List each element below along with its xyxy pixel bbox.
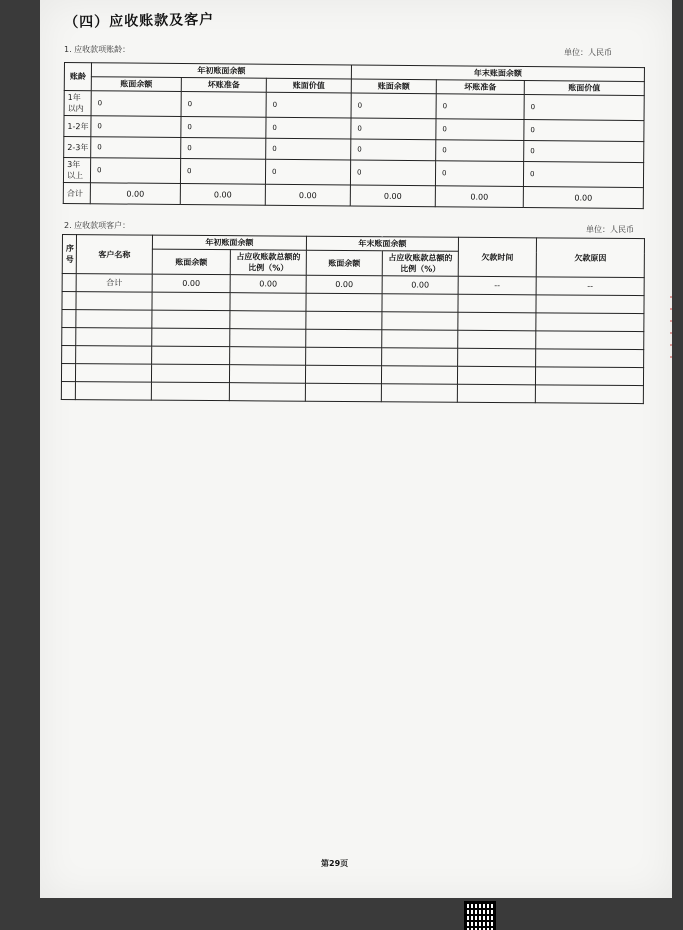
cell — [76, 346, 152, 365]
cell — [61, 364, 75, 382]
cell: 0 — [181, 138, 266, 160]
cell — [62, 310, 76, 328]
cell — [62, 274, 76, 292]
cell: 0 — [351, 139, 436, 161]
cell: 0 — [350, 160, 435, 186]
cell — [535, 385, 643, 404]
cell — [305, 383, 381, 402]
cell: 0 — [266, 138, 351, 160]
qr-code-icon — [465, 902, 495, 930]
cell: 0 — [351, 118, 436, 140]
cell — [535, 367, 643, 386]
cell — [536, 295, 644, 314]
cell — [152, 310, 230, 329]
cell — [382, 348, 458, 367]
total-label: 合计 — [76, 274, 152, 293]
cell — [230, 311, 306, 330]
cell — [152, 346, 230, 365]
total-row — [63, 182, 643, 208]
cell: 0.00 — [523, 187, 643, 209]
cell: 0.00 — [152, 274, 230, 293]
page-number: 第29页 — [321, 859, 349, 868]
cell: 0.00 — [382, 276, 458, 295]
header-bad-debt: 坏账准备 — [436, 80, 524, 95]
cell — [306, 311, 382, 330]
header-seq: 序号 — [62, 235, 76, 274]
header-end-group: 年末账面余额 — [351, 65, 644, 82]
cell — [536, 331, 644, 350]
header-begin-group: 年初账面余额 — [91, 63, 351, 79]
edge-marks — [670, 296, 672, 366]
cell: 0 — [524, 141, 644, 163]
cell — [152, 328, 230, 347]
cell — [62, 292, 76, 310]
cell — [230, 347, 306, 366]
aging-unit: 单位：人民币 — [564, 48, 612, 57]
header-overdue-reason: 欠款原因 — [536, 238, 644, 278]
cell — [152, 292, 230, 311]
header-book-balance: 账面余额 — [91, 77, 181, 92]
cell — [62, 346, 76, 364]
cell: 0 — [351, 93, 436, 119]
cell: 0.00 — [350, 185, 435, 207]
aging-caption: 1. 应收款项账龄： — [64, 45, 131, 54]
cell: 0 — [181, 92, 266, 118]
cell — [151, 364, 229, 383]
cell: 0 — [266, 117, 351, 139]
cell: 0 — [91, 116, 181, 138]
cell — [62, 328, 76, 346]
cell — [382, 312, 458, 331]
cell — [76, 292, 152, 311]
header-book-balance: 账面余额 — [152, 249, 230, 275]
cell — [381, 366, 457, 385]
table-row — [61, 381, 643, 403]
cell: 0.00 — [306, 275, 382, 294]
header-begin-group: 年初账面余额 — [152, 235, 306, 250]
cell — [306, 293, 382, 312]
header-overdue-time: 欠款时间 — [458, 237, 536, 277]
cell — [382, 294, 458, 313]
customers-caption: 2. 应收款项客户： — [64, 221, 131, 230]
cell — [76, 328, 152, 347]
cell — [75, 364, 151, 383]
cell — [61, 381, 75, 399]
row-label: 1年以内 — [64, 91, 91, 116]
cell: 0 — [436, 140, 524, 162]
cell: 0.00 — [435, 186, 523, 208]
row-label: 2-3年 — [64, 137, 91, 158]
cell — [305, 365, 381, 384]
cell: 0.00 — [230, 275, 306, 294]
cell — [229, 383, 305, 402]
aging-table — [63, 62, 645, 209]
header-book-value: 账面价值 — [266, 78, 351, 93]
header-age: 账龄 — [64, 63, 91, 91]
cell — [536, 313, 644, 332]
cell — [230, 293, 306, 312]
row-label: 3年以上 — [63, 158, 90, 183]
header-bad-debt: 坏账准备 — [181, 78, 266, 93]
cell: 0 — [436, 94, 524, 120]
header-book-balance: 账面余额 — [351, 79, 436, 94]
cell: 0 — [436, 119, 524, 141]
cell: 0.00 — [90, 183, 180, 205]
cell: 0.00 — [265, 184, 350, 206]
cell: 0 — [91, 137, 181, 159]
cell: 0.00 — [180, 184, 265, 206]
header-book-value: 账面价值 — [524, 81, 644, 96]
cell: 0 — [435, 161, 523, 187]
cell: 0 — [181, 117, 266, 139]
cell — [457, 366, 535, 385]
total-label: 合计 — [63, 182, 90, 203]
customers-unit: 单位：人民币 — [586, 225, 634, 234]
cell: 0 — [524, 95, 644, 121]
cell: 0 — [266, 92, 351, 118]
cell — [458, 312, 536, 331]
cell — [382, 330, 458, 349]
header-end-group: 年末账面余额 — [306, 236, 458, 251]
cell — [229, 365, 305, 384]
document-page — [40, 0, 672, 898]
cell — [381, 384, 457, 403]
header-name: 客户名称 — [76, 235, 152, 275]
row-label: 1-2年 — [64, 116, 91, 137]
cell — [151, 382, 229, 401]
section-title: （四）应收账款及客户 — [64, 11, 215, 31]
cell — [230, 329, 306, 348]
cell — [75, 382, 151, 401]
cell — [458, 294, 536, 313]
cell — [458, 348, 536, 367]
header-ratio: 占应收账款总额的比例（%） — [230, 250, 306, 276]
cell: 0 — [524, 120, 644, 142]
cell: -- — [458, 276, 536, 295]
cell — [76, 310, 152, 329]
header-book-balance: 账面余额 — [306, 250, 382, 276]
cell: 0 — [90, 158, 180, 184]
cell — [457, 384, 535, 403]
cell: 0 — [180, 159, 265, 185]
cell: 0 — [523, 162, 643, 188]
cell: 0 — [265, 159, 350, 185]
header-ratio: 占应收账款总额的比例（%） — [382, 251, 458, 277]
cell — [306, 347, 382, 366]
cell: 0 — [91, 91, 181, 117]
customers-table — [61, 234, 645, 404]
cell — [306, 329, 382, 348]
cell: -- — [536, 277, 644, 296]
cell — [536, 349, 644, 368]
cell — [458, 330, 536, 349]
